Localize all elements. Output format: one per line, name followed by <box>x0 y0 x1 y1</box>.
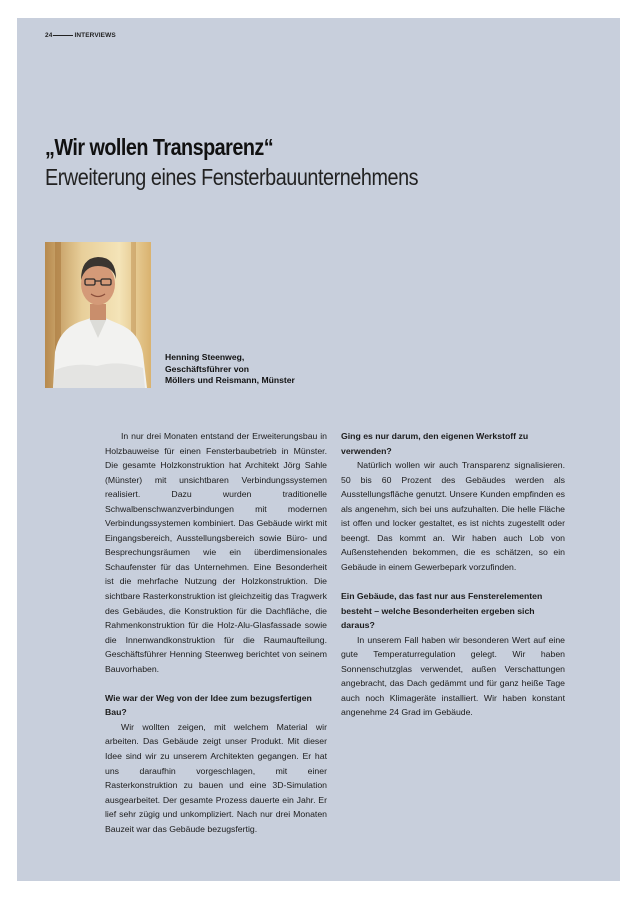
question-1: Wie war der Weg von der Idee zum bezugsfertigen Bau? <box>105 692 312 718</box>
running-head-rule <box>53 35 73 36</box>
magazine-page <box>17 18 620 881</box>
question-3: Ein Gebäude, das fast nur aus Fensterelementen besteht – welche Besonderheiten ergeben sich daraus? <box>341 590 543 631</box>
left-column <box>105 429 327 836</box>
caption-name: Henning Steenweg, <box>165 352 245 362</box>
caption-role: Geschäftsführer von <box>165 363 250 374</box>
caption-company: Möllers und Reismann, Münster <box>165 375 295 385</box>
right-column <box>341 429 565 720</box>
answer-2: Natürlich wollen wir auch Transparenz signalisieren. 50 bis 60 Prozent des Gebäudes werden als Ausstellungsfläche genutzt. Unsere Kunden empfinden es als angenehm, sich bei uns aufzuhalten. Die helle Fläche ist offen und locker gestaltet, es ist nichts zugestellt oder beengt. Das kommt an. Wir haben auch Lob von Außenstehenden bekommen, die es schätzen, so ein Gebäude in einem Gewerbepark vorzufinden. <box>341 460 565 572</box>
section-label: INTERVIEWS <box>74 32 116 39</box>
portrait-caption <box>165 352 295 387</box>
answer-3: In unserem Fall haben wir besonderen Wert auf eine gute Temperaturregulation gelegt. Wir haben Sonnenschutzglas verwendet, außen Verschattungen angebracht, das Dach gedämmt und für ganz heiße Tage auch noch Klimageräte installiert. Wir haben konstant angenehme 24 Grad im Gebäude. <box>341 634 565 718</box>
running-head <box>45 32 116 39</box>
article-title: „Wir wollen Transparenz“ <box>45 134 274 160</box>
portrait-photo <box>45 242 151 388</box>
intro-paragraph: In nur drei Monaten entstand der Erweiterungsbau in Holzbauweise für einen Fensterbaubetrieb in Münster. Die gesamte Holzkonstruktion hat Architekt Jörg Sahle (Münster) mit unsichtbaren Verbindungssystemen realisiert. Dazu wurden traditionelle Schwalbenschwanzverbindungen mit modernen Verbindungssystemen kombiniert. Das Gebäude wirkt mit Eingangsbereich, Ausstellungsbereich sowie Büro- und Besprechungsräumen wie ein überdimensionales Schaufenster für das Unternehmen. Eine Besonderheit ist die mehrfache Nutzung der Holzkonstruktion. Die sichtbare Rasterkonstruktion ist gleichzeitig das Tragwerk des Gebäudes, die Konstruktion für die Dachfläche, die Rahmenkonstruktion für die Holz-Alu-Glasfassade sowie die Innenwandkonstruktion für die Raumaufteilung. Geschäftsführer Henning Steenweg berichtet von seinem Bauvorhaben. <box>105 431 327 674</box>
question-2: Ging es nur darum, den eigenen Werkstoff zu verwenden? <box>341 431 529 456</box>
answer-1: Wir wollten zeigen, mit welchem Material wir arbeiten. Das Gebäude zeigt unser Produkt. Mit dieser Idee sind wir zu unserem Architekten gegangen. Er hat uns daraufhin vorgeschlagen, mit einer Rasterkonstruktion zu bauen und eine 3D-Simulation ausgearbeitet. Der gesamte Prozess dauerte ein Jahr. Er lief sehr zügig und unkompliziert. Nach nur drei Monaten Bauzeit war das Gebäude bezugsfertig. <box>105 721 327 834</box>
page-number: 24 <box>45 32 53 39</box>
article-subtitle: Erweiterung eines Fensterbauunternehmens <box>45 164 419 190</box>
